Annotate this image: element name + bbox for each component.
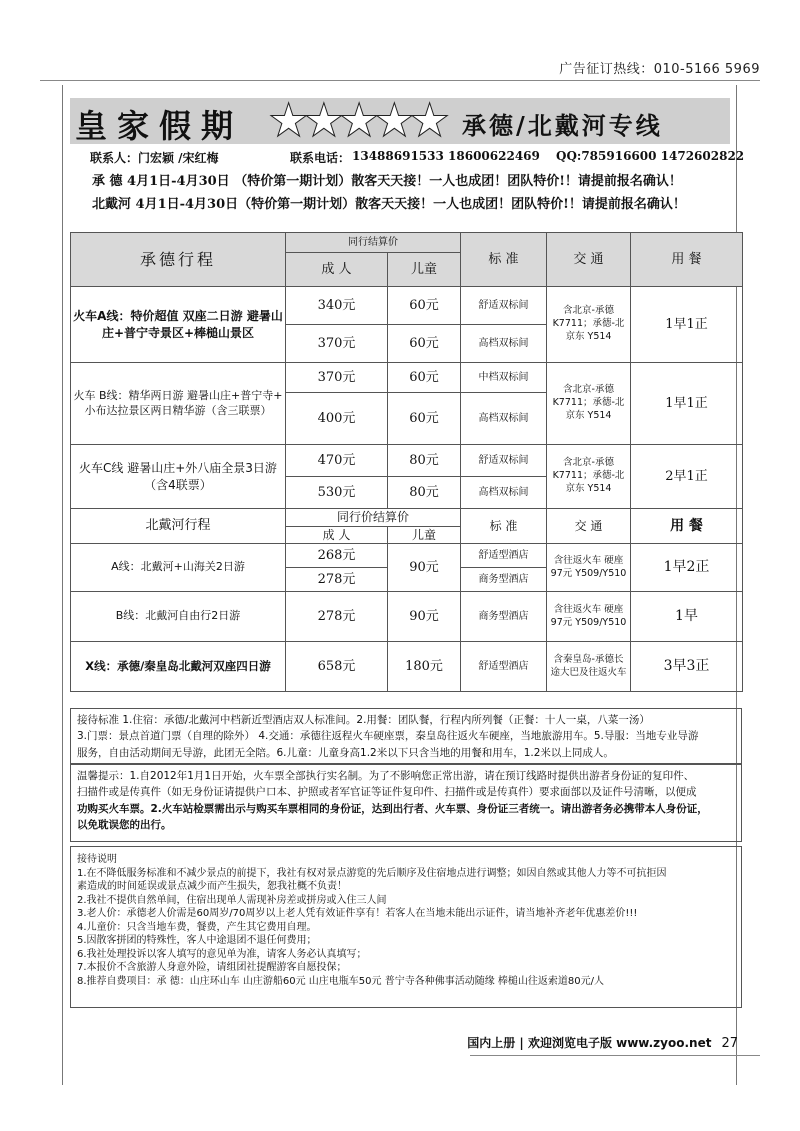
notes-line: 素造成的时间延误或景点减少而产生损失，恕我社概不负责！ <box>77 881 347 892</box>
child-price: 60元 <box>388 325 461 363</box>
footer-divider <box>470 1055 760 1056</box>
route-name: B线：北戴河自由行2日游 <box>71 592 286 642</box>
contact-phones: 13488691533 18600622469 <box>352 149 540 163</box>
child-price: 90元 <box>388 592 461 642</box>
chengde-itinerary-header: 承德行程 <box>71 233 286 287</box>
adult-price: 370元 <box>286 363 388 393</box>
chengde-adult-header: 成 人 <box>286 253 388 287</box>
traffic-cell: 含北京-承德 K7711；承德-北京东 Y514 <box>547 287 631 363</box>
notes-line: 7.本报价不含旅游人身意外险，请组团社提醒游客自愿投保； <box>77 962 347 973</box>
notes-line: 1.在不降低服务标准和不减少景点的前提下，我社有权对景点游览的先后顺序及住宿地点进行调整；如因自然或其他人力等不可抗拒因 <box>77 867 667 879</box>
standard-cell: 高档双标间 <box>461 325 547 363</box>
warm-reminder <box>70 764 742 842</box>
adult-price: 268元 <box>286 544 388 568</box>
standard-cell: 商务型酒店 <box>461 592 547 642</box>
chengde-standard-header: 标 准 <box>461 233 547 287</box>
adult-price: 530元 <box>286 477 388 509</box>
standard-cell: 舒适型酒店 <box>461 642 547 692</box>
table-row <box>71 287 743 325</box>
beidaihe-adult-header: 成 人 <box>286 527 388 544</box>
route-name: X线：承德/秦皇岛北戴河双座四日游 <box>71 642 286 692</box>
traffic-cell: 含往返火车 硬座97元 Y509/Y510 <box>547 592 631 642</box>
traffic-cell: 含北京-承德 K7711；承德-北京东 Y514 <box>547 363 631 445</box>
child-price: 80元 <box>388 445 461 477</box>
reminder-line: 温馨提示：1.自2012年1月1日开始，火车票全部执行实名制。为了不影响您正常出游，请在预订线路时提供出游者身份证的复印件、 <box>77 770 695 782</box>
adult-price: 470元 <box>286 445 388 477</box>
contact-phone-label: 联系电话： <box>290 151 351 165</box>
child-price: 80元 <box>388 477 461 509</box>
meal-cell: 1早 <box>631 592 743 642</box>
table-row <box>71 544 743 568</box>
child-price: 60元 <box>388 287 461 325</box>
notice-beidaihe: 北戴河 4月1日-4月30日（特价第一期计划）散客天天接！一人也成团！团队特价!！请提前报名确认！ <box>92 197 686 212</box>
meal-cell: 1早2正 <box>631 544 743 592</box>
notes-line: 2.我社不提供自然单间，住宿出现单人需现补房差或拼房或入住三人间 <box>77 894 387 906</box>
child-price: 60元 <box>388 393 461 445</box>
reminder-line: 扫描件或是传真件（如无身份证请提供户口本、护照或者军官证等证件复印件、扫描件或是传真件）要求面部以及证件号清晰，以便成 <box>77 786 697 799</box>
contact-people: 联系人：门宏颖 /宋红梅 <box>90 151 219 165</box>
reminder-line: 功购买火车票。2.火车站检票需出示与购买车票相同的身份证，达到出行者、火车票、身份证三者统一。请出游者务必携带本人身份证， <box>77 802 708 815</box>
standards-line: 服务，自由活动期间无导游，此团无全陪。6.儿童：儿童身高1.2米以下只含当地的用餐和用车，1.2米以上同成人。 <box>77 746 614 759</box>
chengde-meal-header: 用 餐 <box>631 233 743 287</box>
beidaihe-meal-header: 用 餐 <box>631 509 743 544</box>
service-standards <box>70 708 742 764</box>
adult-price: 400元 <box>286 393 388 445</box>
standard-cell: 中档双标间 <box>461 363 547 393</box>
traffic-cell: 含北京-承德 K7711；承德-北京东 Y514 <box>547 445 631 509</box>
notes-line: 5.因散客拼团的特殊性，客人中途退团不退任何费用； <box>77 935 317 946</box>
beidaihe-price-header: 同行价结算价 <box>286 509 461 527</box>
adult-price: 340元 <box>286 287 388 325</box>
brand-title: 皇家假期 <box>75 107 244 145</box>
route-subtitle: 承德/北戴河专线 <box>462 111 663 140</box>
meal-cell: 2早1正 <box>631 445 743 509</box>
route-name: 火车A线：特价超值 双座二日游 避暑山庄+普宁寺景区+棒槌山景区 <box>71 287 286 363</box>
meal-cell: 1早1正 <box>631 287 743 363</box>
route-name: A线：北戴河+山海关2日游 <box>71 544 286 592</box>
beidaihe-child-header: 儿童 <box>388 527 461 544</box>
table-row <box>71 642 743 692</box>
adult-price: 278元 <box>286 592 388 642</box>
footer-text: 国内上册 | 欢迎浏览电子版 www.zyoo.net <box>467 1036 712 1050</box>
route-name: 火车C线 避暑山庄+外八庙全景3日游（含4联票） <box>71 445 286 509</box>
notes-line: 4.儿童价：只含当地车费，餐费，产生其它费用自理。 <box>77 921 317 933</box>
notes-line: 6.我社处理投诉以客人填写的意见单为准，请客人务必认真填写； <box>77 948 367 960</box>
adult-price: 278元 <box>286 568 388 592</box>
standards-line: 接待标准 1.住宿：承德/北戴河中档新近型酒店双人标准间。2.用餐：团队餐，行程内所列餐（正餐：十人一桌，八菜一汤） <box>77 714 650 726</box>
adult-price: 370元 <box>286 325 388 363</box>
traffic-cell: 含往返火车 硬座97元 Y509/Y510 <box>547 544 631 592</box>
five-stars-icon: ★★★★★ <box>268 93 445 147</box>
traffic-cell: 含秦皇岛-承德长途大巴及往返火车 <box>547 642 631 692</box>
standard-cell: 高档双标间 <box>461 477 547 509</box>
standards-line: 3.门票：景点首道门票（自理的除外） 4.交通：承德往返程火车硬座票，秦皇岛往返火车硬座，当地旅游用车。5.导服：当地专业导游 <box>77 730 699 743</box>
beidaihe-traffic-header: 交 通 <box>547 509 631 544</box>
meal-cell: 1早1正 <box>631 363 743 445</box>
chengde-traffic-header: 交 通 <box>547 233 631 287</box>
chengde-child-header: 儿童 <box>388 253 461 287</box>
table-row <box>71 363 743 393</box>
standard-cell: 商务型酒店 <box>461 568 547 592</box>
child-price: 180元 <box>388 642 461 692</box>
standard-cell: 高档双标间 <box>461 393 547 445</box>
standard-cell: 舒适双标间 <box>461 287 547 325</box>
beidaihe-standard-header: 标 准 <box>461 509 547 544</box>
service-notes <box>70 846 742 1008</box>
child-price: 60元 <box>388 363 461 393</box>
notes-line: 8.推荐自费项目：承 德：山庄环山车 山庄游船60元 山庄电瓶车50元 普宁寺各种佛事活动随缘 棒槌山往返索道80元/人 <box>77 975 604 987</box>
chengde-price-header: 同行结算价 <box>286 233 461 253</box>
beidaihe-itinerary-header: 北戴河行程 <box>71 509 286 544</box>
top-divider <box>40 80 760 81</box>
notice-chengde: 承 德 4月1日-4月30日 （特价第一期计划）散客天天接！一人也成团！团队特价!！请提前报名确认！ <box>92 174 682 189</box>
notes-heading: 接待说明 <box>77 854 117 865</box>
reminder-line: 以免耽误您的出行。 <box>77 818 172 831</box>
notes-line: 3.老人价：承德老人价需是60周岁/70周岁以上老人凭有效证件享有！若客人在当地未能出示证件，请当地补齐老年优惠差价!!! <box>77 908 638 919</box>
child-price: 90元 <box>388 544 461 592</box>
route-name: 火车 B线：精华两日游 避暑山庄+普宁寺+ 小布达拉景区两日精华游（含三联票） <box>71 363 286 445</box>
contact-qq: QQ:785916600 1472602822 <box>556 149 745 163</box>
table-row <box>71 592 743 642</box>
footer <box>467 1034 738 1051</box>
meal-cell: 3早3正 <box>631 642 743 692</box>
table-row <box>71 445 743 477</box>
standard-cell: 舒适型酒店 <box>461 544 547 568</box>
ad-hotline: 广告征订热线：010-5166 5969 <box>559 62 760 77</box>
page-number: 27 <box>721 1036 738 1051</box>
adult-price: 658元 <box>286 642 388 692</box>
price-table <box>70 232 743 692</box>
standard-cell: 舒适双标间 <box>461 445 547 477</box>
